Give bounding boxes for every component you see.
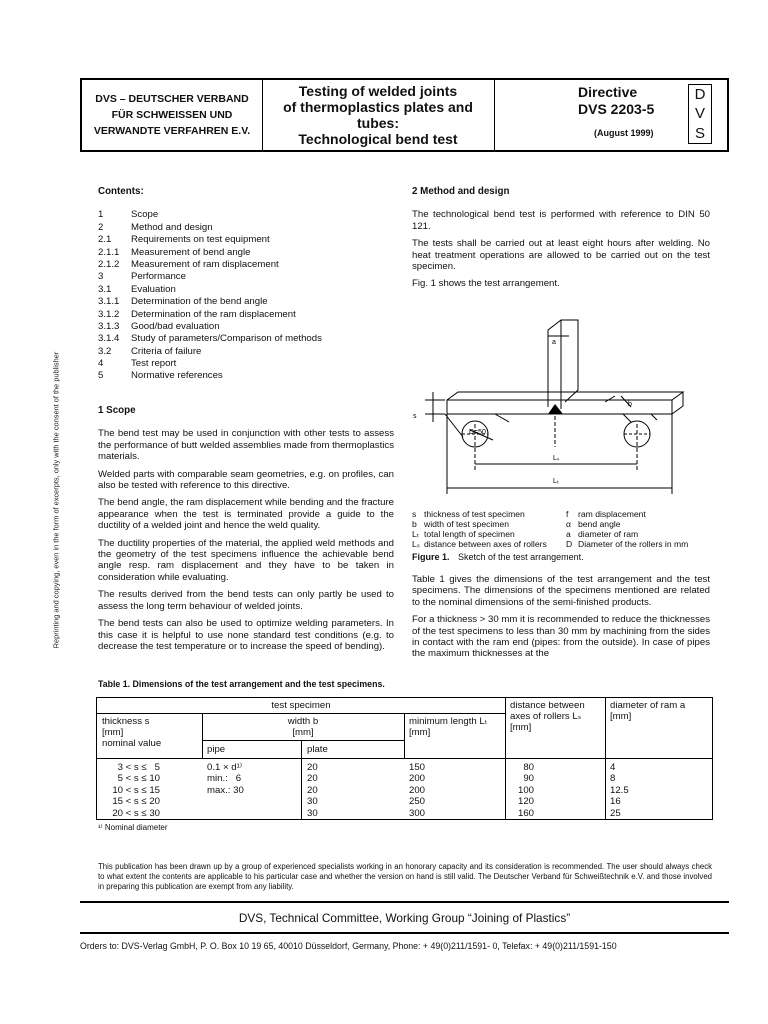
scope-paragraph: The ductility properties of the material, the applied weld methods and the geometry of the test specimens influence the achievable bend angle resp. ram displacement and they have to be taken in consideration while evaluating.: [98, 537, 394, 583]
contents-item: [98, 321, 394, 333]
legend-entry: [566, 509, 716, 519]
label-lt: Lₜ: [553, 478, 559, 485]
contents-item-label: Criteria of failure: [131, 345, 202, 357]
caption-label: Figure 1.: [412, 552, 450, 562]
header-text: axes of rollers Lₛ: [510, 711, 582, 722]
legend-symbol: α: [566, 519, 571, 529]
contents-item-label: Good/bad evaluation: [131, 320, 220, 332]
header-text: minimum length Lₜ: [409, 716, 488, 727]
contents-item-number: 2.1.2: [98, 258, 120, 270]
contents-item-number: 3.1.2: [98, 308, 120, 320]
header-text: [mm]: [102, 727, 124, 738]
table-row: [97, 762, 712, 773]
figure-legend-right: [566, 509, 716, 549]
directive-date: (August 1999): [594, 128, 654, 138]
legend-symbol: a: [566, 529, 571, 539]
cell-distance: 80: [523, 762, 534, 773]
contents-item-number: 2: [98, 221, 104, 233]
contents-item: [98, 346, 394, 358]
scope-paragraph: The bend test may be used in conjunction with other tests to assess the performance of butt welded assemblies made from thermoplastics materials.: [98, 428, 394, 463]
header-text: width b: [287, 716, 319, 727]
contents-item: [98, 247, 394, 259]
ram-outline: [548, 320, 578, 407]
cell-distance: 160: [517, 807, 534, 819]
contents-item-number: 2.1.1: [98, 246, 120, 258]
header-text: [mm]: [610, 711, 632, 722]
table-title: Table 1. Dimensions of the test arrangement and the test specimens.: [98, 679, 385, 689]
contents-item: [98, 284, 394, 296]
table-gridline: [404, 713, 405, 758]
cell-pipe: max.: 30: [207, 784, 244, 796]
scope-paragraph: The bend tests can also be used to optimize welding parameters. In this case it is helpful to use none standard test conditions (e.g. to decrease the test temperature or to increase the speed of bending).: [98, 618, 394, 652]
cell-thickness: 5 < s ≤ 10: [117, 773, 160, 785]
contents-item-label: Determination of the ram displacement: [131, 308, 296, 320]
test-arrangement-figure: [405, 312, 705, 512]
scope-paragraph: Welded parts with comparable seam geometries, e.g. on profiles, can also be tested with reference to this directive.: [98, 468, 394, 492]
cell-plate: 20: [307, 762, 318, 773]
contents-item: [98, 370, 394, 382]
contents-item-number: 3.1.3: [98, 320, 120, 332]
working-group-text: DVS, Technical Committee, Working Group “Joining of Plastics”: [238, 910, 571, 925]
method-paragraph: Table 1 gives the dimensions of the test arrangement and the test specimens. The dimensions of the specimens mentioned are related to the nominal dimensions of the semi-finished products.: [412, 574, 710, 608]
figure-legend-left: [412, 509, 572, 549]
logo-letter-s: S: [694, 124, 705, 142]
cell-thickness: 15 < s ≤ 20: [112, 796, 160, 808]
contents-item: [98, 234, 394, 246]
support-line: [623, 414, 631, 422]
contents-item-label: Scope: [131, 209, 159, 221]
header-text: nominal value: [102, 738, 162, 749]
copyright-side-note: Reprinting and copying, even in the form of excerpts, only with the consent of the publisher: [51, 351, 61, 649]
org-name: [82, 80, 263, 150]
title-line-3: Technological bend test: [298, 131, 458, 147]
disclaimer: This publication has been drawn up by a group of experienced specialists working in an honorary capacity and its consideration is recommended. The user should always check to what extent the contents are applicable to his particular case and whether the version on hand is still valid. The Deutscher Verband für Schweißtechnik e.V. and those involved in preparing this publication are exempt from any liability.: [98, 862, 712, 891]
contents-item-label: Test report: [131, 358, 177, 370]
header-distance: [510, 700, 585, 733]
legend-text: distance between axes of rollers: [424, 539, 547, 549]
working-group: [80, 901, 729, 934]
method-paragraph: For a thickness > 30 mm it is recommended to reduce the thicknesses of the test specimens to less than 30 mm by machining from the sides in contact with the ram end (pipes: from the outside). In case of pipes the maximum thicknesses at the: [412, 614, 710, 660]
legend-entry: [566, 519, 716, 529]
contents-item-label: Measurement of ram displacement: [131, 258, 279, 270]
header-diameter: [610, 700, 685, 722]
contents-item-number: 3.1.4: [98, 333, 120, 345]
contents-heading: Contents:: [98, 186, 144, 197]
org-line-3: VERWANDTE VERFAHREN E.V.: [93, 125, 251, 137]
cell-distance: 120: [517, 796, 534, 808]
cell-length: 150: [409, 762, 426, 773]
cell-thickness: 10 < s ≤ 15: [112, 784, 160, 796]
left-column: [98, 186, 394, 383]
header-text: distance between: [510, 700, 585, 711]
method-continued: [412, 574, 710, 660]
label-b: b: [628, 401, 632, 408]
logo-letter-d: D: [694, 86, 706, 104]
contents-item-number: 3.1: [98, 283, 112, 295]
legend-symbol: Lₛ: [412, 539, 420, 549]
org-line-2: FÜR SCHWEISSEN UND: [111, 109, 233, 121]
contents-item: [98, 209, 394, 221]
title-line-1: Testing of welded joints: [298, 83, 458, 99]
scope-paragraph: The results derived from the bend tests can only partly be used to assess the long term behaviour of welded joints.: [98, 589, 394, 612]
contents-item-number: 4: [98, 358, 104, 370]
cell-pipe: 0.1 × d¹⁾: [207, 762, 243, 773]
contents-item-number: 2.1: [98, 234, 112, 246]
contents-item: [98, 358, 394, 370]
scope-heading: 1 Scope: [98, 405, 136, 416]
scope-section: [98, 405, 394, 658]
cell-diameter: 12.5: [610, 784, 629, 796]
table-row: [97, 785, 712, 796]
label-a: a: [552, 339, 556, 346]
method-paragraph: The technological bend test is performed with reference to DIN 50 121.: [412, 209, 710, 232]
header-thickness: [102, 716, 161, 749]
cell-thickness: 20 < s ≤ 30: [112, 807, 160, 819]
logo-letter-v: V: [694, 105, 705, 123]
cell-diameter: 16: [610, 796, 621, 808]
contents-item: [98, 271, 394, 283]
contents-item-label: Determination of the bend angle: [131, 296, 268, 308]
directive-block: [494, 80, 727, 150]
org-line-1: DVS – DEUTSCHER VERBAND: [95, 93, 249, 105]
cell-plate: 20: [307, 773, 318, 785]
dim-line: [605, 396, 615, 402]
table-gridline: [97, 713, 505, 714]
cell-plate: 30: [307, 807, 318, 819]
header-plate: plate: [307, 744, 328, 755]
legend-entry: [412, 529, 572, 539]
legend-text: diameter of ram: [578, 529, 639, 539]
cell-plate: 20: [307, 784, 318, 796]
method-heading: 2 Method and design: [412, 186, 510, 197]
legend-symbol: s: [412, 509, 417, 519]
contents-item-label: Measurement of bend angle: [131, 246, 251, 258]
legend-entry: [412, 539, 572, 549]
legend-symbol: D: [566, 539, 573, 549]
document-header: [80, 78, 729, 152]
specimen-edge: [672, 406, 683, 414]
header-pipe: pipe: [207, 744, 226, 755]
table-row: [97, 796, 712, 807]
header-text: diameter of ram a: [610, 700, 686, 711]
label-ls: Lₛ: [553, 455, 560, 462]
label-s: s: [413, 413, 417, 420]
scope-paragraph: The bend angle, the ram displacement while bending and the fracture appearance when the test is terminated provide a guide to the ductility of a welded joint and hence the weld quality.: [98, 497, 394, 532]
dimensions-table: [96, 697, 713, 820]
cell-diameter: 25: [610, 807, 621, 819]
figure-caption: [412, 552, 584, 562]
cell-pipe: min.: 6: [207, 773, 242, 785]
method-paragraph: The tests shall be carried out at least eight hours after welding. No heat treatment operations are allowed to be carried out on the test specimen.: [412, 238, 710, 273]
legend-symbol: b: [412, 519, 417, 529]
contents-item-label: Normative references: [131, 370, 223, 382]
dvs-logo: [688, 84, 712, 144]
contents-item-label: Method and design: [131, 221, 213, 233]
header-text: [mm]: [409, 727, 431, 738]
directive-number: DVS 2203-5: [578, 101, 655, 117]
table-row: [97, 808, 712, 819]
document-title: [262, 80, 495, 150]
contents-item: [98, 222, 394, 234]
table-footnote: ¹⁾ Nominal diameter: [98, 823, 168, 832]
contents-item-number: 3: [98, 271, 104, 283]
header-test-specimen: test specimen: [271, 700, 331, 711]
label-d: D=50: [469, 429, 486, 436]
header-width: [202, 716, 404, 738]
cell-diameter: 4: [610, 762, 616, 773]
directive-label: Directive: [578, 84, 638, 100]
specimen-top: [447, 392, 683, 400]
contents-item: [98, 333, 394, 345]
cell-plate: 30: [307, 796, 318, 808]
cell-distance: 90: [523, 773, 534, 785]
legend-text: width of test specimen: [424, 519, 510, 529]
legend-text: ram displacement: [578, 509, 646, 519]
legend-entry: [566, 539, 716, 549]
legend-text: thickness of test specimen: [424, 509, 525, 519]
contents-item: [98, 309, 394, 321]
contents-item-number: 5: [98, 370, 104, 382]
legend-symbol: Lₜ: [412, 529, 420, 539]
orders-info: Orders to: DVS-Verlag GmbH, P. O. Box 10 19 65, 40010 Düsseldorf, Germany, Phone: + 49(0)211/1591- 0, Telefax: + 49(0)211/1591-150: [80, 941, 617, 951]
title-line-2: of thermoplastics plates and tubes:: [283, 99, 473, 131]
contents-item-number: 3.2: [98, 345, 112, 357]
contents-item-number: 3.1.1: [98, 296, 120, 308]
legend-symbol: f: [566, 509, 569, 519]
cell-thickness: 3 < s ≤ 5: [117, 762, 160, 773]
legend-entry: [412, 509, 572, 519]
caption-text: Sketch of the test arrangement.: [458, 552, 584, 562]
legend-entry: [412, 519, 572, 529]
legend-text: Diameter of the rollers in mm: [578, 539, 689, 549]
legend-entry: [566, 529, 716, 539]
cell-distance: 100: [517, 784, 534, 796]
table-row: [97, 773, 712, 784]
contents-item: [98, 296, 394, 308]
table-gridline: [97, 758, 712, 759]
contents-item-label: Study of parameters/Comparison of methods: [131, 333, 322, 345]
legend-text: bend angle: [578, 519, 621, 529]
cell-length: 200: [409, 784, 426, 796]
contents-item-number: 1: [98, 209, 104, 221]
support-line: [445, 414, 463, 437]
method-paragraph: Fig. 1 shows the test arrangement.: [412, 278, 560, 290]
header-text: [mm]: [292, 727, 314, 738]
support-line: [495, 414, 509, 422]
table-gridline: [202, 740, 404, 741]
cell-length: 200: [409, 773, 426, 785]
cell-diameter: 8: [610, 773, 616, 785]
header-min-length: [409, 716, 488, 738]
contents-item-label: Evaluation: [131, 283, 176, 295]
contents-item-label: Requirements on test equipment: [131, 234, 270, 246]
contents-item: [98, 259, 394, 271]
cell-length: 300: [409, 807, 426, 819]
method-section: [412, 186, 710, 296]
contents-item-label: Performance: [131, 271, 186, 283]
cell-length: 250: [409, 796, 426, 808]
header-text: thickness s: [102, 716, 150, 727]
legend-text: total length of specimen: [424, 529, 515, 539]
header-text: [mm]: [510, 722, 532, 733]
contents-list: [98, 209, 394, 382]
support-line: [651, 414, 657, 420]
